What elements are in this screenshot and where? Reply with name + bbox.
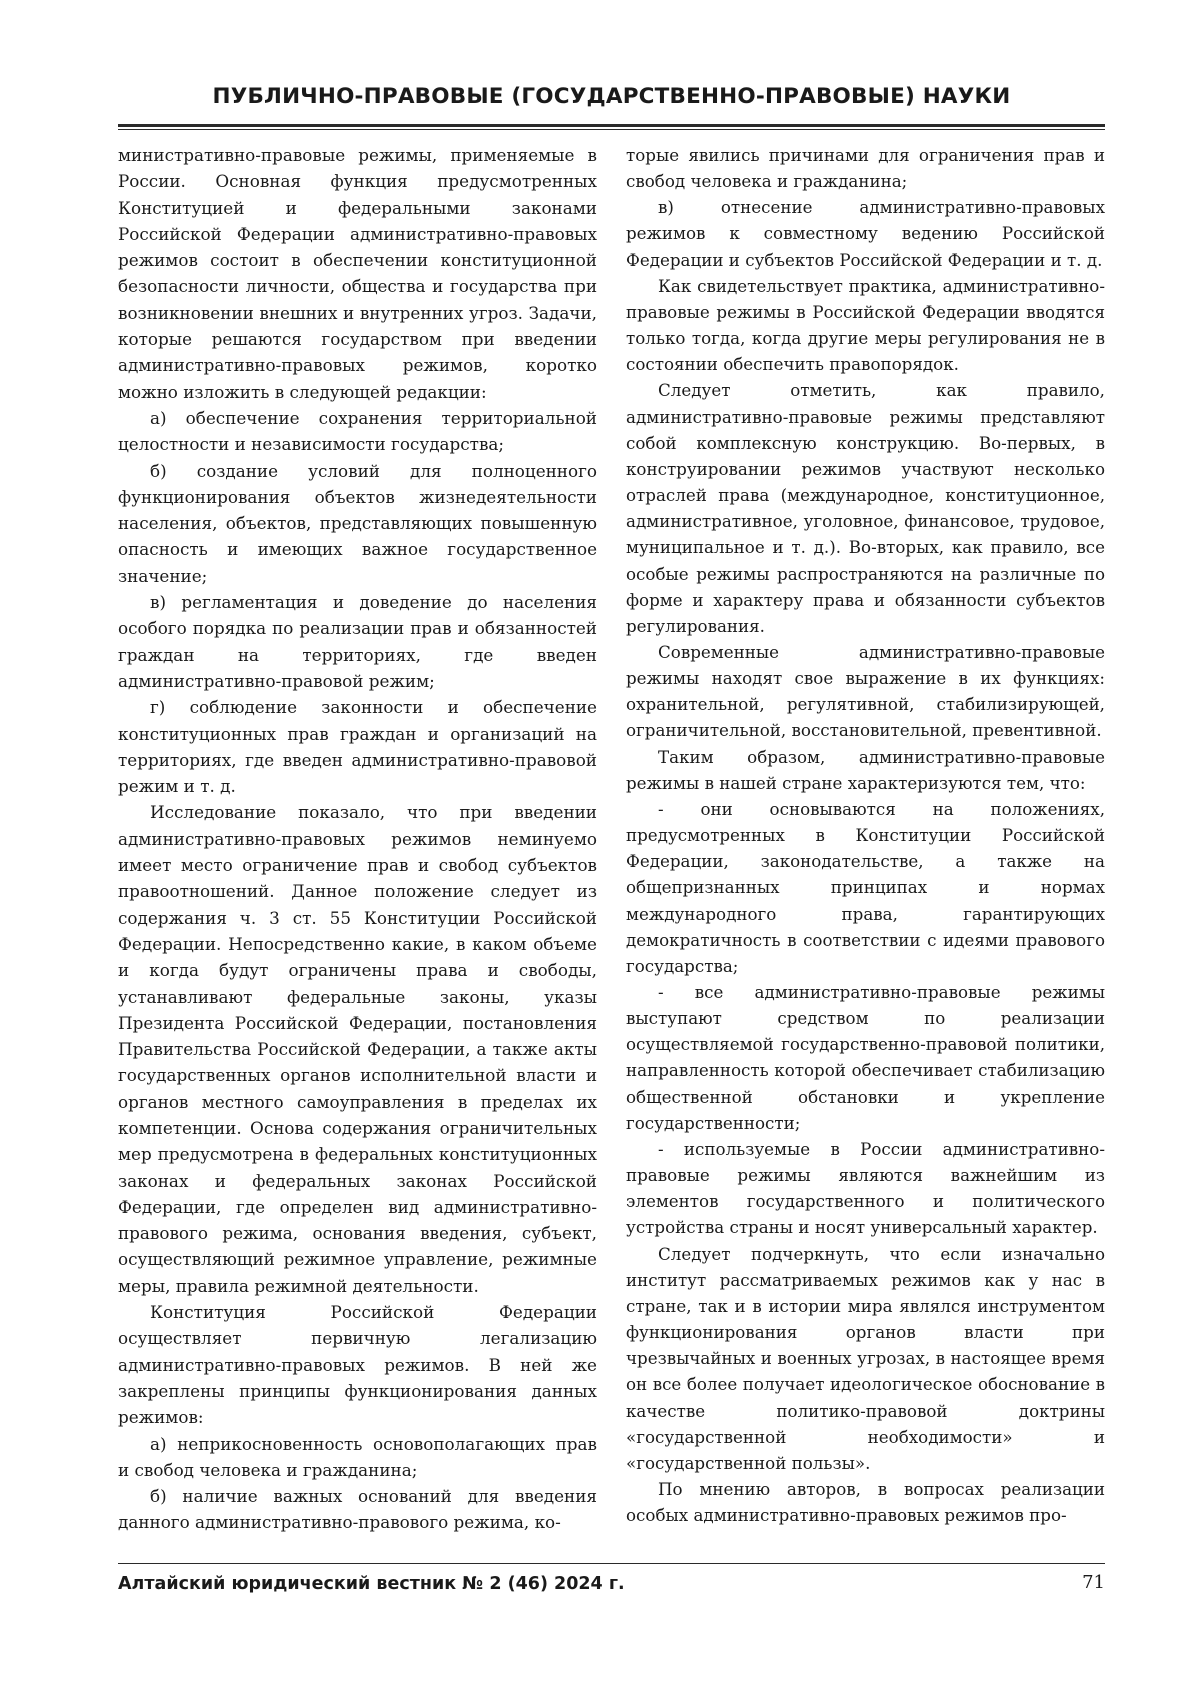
list-item: торые явились причинами для ограничения прав и свобод человека и гражданина; <box>626 145 1105 192</box>
list-item: б) наличие важных оснований для введения данного административно-правового режима, ко- <box>118 1486 597 1533</box>
list-item: а) неприкосновенность основополагающих прав и свобод человека и гражданина; <box>118 1433 597 1480</box>
header-rule-thin <box>118 129 1105 130</box>
footer-rule <box>118 1563 1105 1564</box>
header-rule-thick <box>118 124 1105 127</box>
page-number: 71 <box>1082 1572 1105 1593</box>
list-item: - используемые в России административно-правовые режимы являются важнейшим из элементов государственного и политического устройства страны и носят универсальный характер. <box>626 1138 1105 1238</box>
paragraph: Конституция Российской Федерации осуществляет первичную легализацию административно-правовых режимов. В ней же закреплены принципы функционирования данных режимов: <box>118 1302 597 1428</box>
list-item: б) создание условий для полноценного функционирования объектов жизнедеятельности населения, объектов, представляющих повышенную опасность и имеющих важное государственное значение; <box>118 460 597 586</box>
paragraph: Следует подчеркнуть, что если изначально институт рассматриваемых режимов как у нас в стране, так и в истории мира являлся инструментом функционирования органов власти при чрезвычайных и военных угрозах, в настоящее время он все более получает идеологическое обоснование в качестве политико-правовой доктрины «государственной необходимости» и «государственной пользы». <box>626 1243 1105 1473</box>
list-item: в) регламентация и доведение до населения особого порядка по реализации прав и обязанностей граждан на территориях, где введен административно-правовой режим; <box>118 592 597 691</box>
paragraph: Следует отметить, как правило, административно-правовые режимы представляют собой комплексную конструкцию. Во-первых, в конструировании режимов участвуют несколько отраслей права (международное, конституционное, административное, уголовное, финансовое, трудовое, муниципальное и т. д.). Во-вторых, как правило, все особые режимы распространяются на различные по форме и характеру права и обязанности субъектов регулирования. <box>626 380 1105 636</box>
page-header-title: ПУБЛИЧНО-ПРАВОВЫЕ (ГОСУДАРСТВЕННО-ПРАВОВЫЕ) НАУКИ <box>212 84 1011 109</box>
paragraph: По мнению авторов, в вопросах реализации особых административно-правовых режимов про- <box>626 1478 1105 1526</box>
list-item: - все административно-правовые режимы выступают средством по реализации осуществляемой государственно-правовой политики, направленность которой обеспечивает стабилизацию общественной обстановки и укрепление государственности; <box>626 982 1105 1133</box>
list-item: - они основываются на положениях, предусмотренных в Конституции Российской Федерации, законодательстве, а также на общепризнанных принципах и нормах международного права, гарантирующих демократичность в соответствии с идеями правового государства; <box>626 798 1105 976</box>
left-column <box>118 142 597 1536</box>
paragraph: Исследование показало, что при введении административно-правовых режимов неминуемо имеет место ограничение прав и свобод субъектов правоотношений. Данное положение следует из содержания ч. 3 ст. 55 Конституции Российской Федерации. Непосредственно какие, в каком объеме и когда будут ограничены права и свободы, устанавливают федеральные законы, указы Президента Российской Федерации, постановления Правительства Российской Федерации, а также акты государственных органов исполнительной власти и органов местного самоуправления в пределах их компетенции. Основа содержания ограничительных мер предусмотрена в федеральных конституционных законах и федеральных законах Российской Федерации, где определен вид административно-правового режима, основания введения, субъект, осуществляющий режимное управление, режимные меры, правила режимной деятельности. <box>118 802 597 1296</box>
paragraph: министративно-правовые режимы, применяемые в России. Основная функция предусмотренных Конституцией и федеральными законами Российской Федерации административно-правовых режимов состоит в обеспечении конституционной безопасности личности, общества и государства при возникновении внешних и внутренних угроз. Задачи, которые решаются государством при введении административно-правовых режимов, коротко можно изложить в следующей редакции: <box>118 145 597 402</box>
footer-journal-title: Алтайский юридический вестник № 2 (46) 2024 г. <box>118 1574 625 1594</box>
list-item: а) обеспечение сохранения территориальной целостности и независимости государства; <box>118 407 597 455</box>
right-column <box>626 142 1105 1528</box>
list-item: в) отнесение административно-правовых режимов к совместному ведению Российской Федерации и субъектов Российской Федерации и т. д. <box>626 197 1105 270</box>
list-item: г) соблюдение законности и обеспечение конституционных прав граждан и организаций на территориях, где введен административно-правовой режим и т. д. <box>118 697 597 797</box>
paragraph: Таким образом, административно-правовые режимы в нашей стране характеризуются тем, что: <box>626 746 1105 793</box>
paragraph: Как свидетельствует практика, административно-правовые режимы в Российской Федерации вводятся только тогда, когда другие меры регулирования не в состоянии обеспечить правопорядок. <box>626 275 1105 375</box>
paragraph: Современные административно-правовые режимы находят свое выражение в их функциях: охранительной, регулятивной, стабилизирующей, ограничительной, восстановительной, превентивной. <box>626 641 1105 741</box>
